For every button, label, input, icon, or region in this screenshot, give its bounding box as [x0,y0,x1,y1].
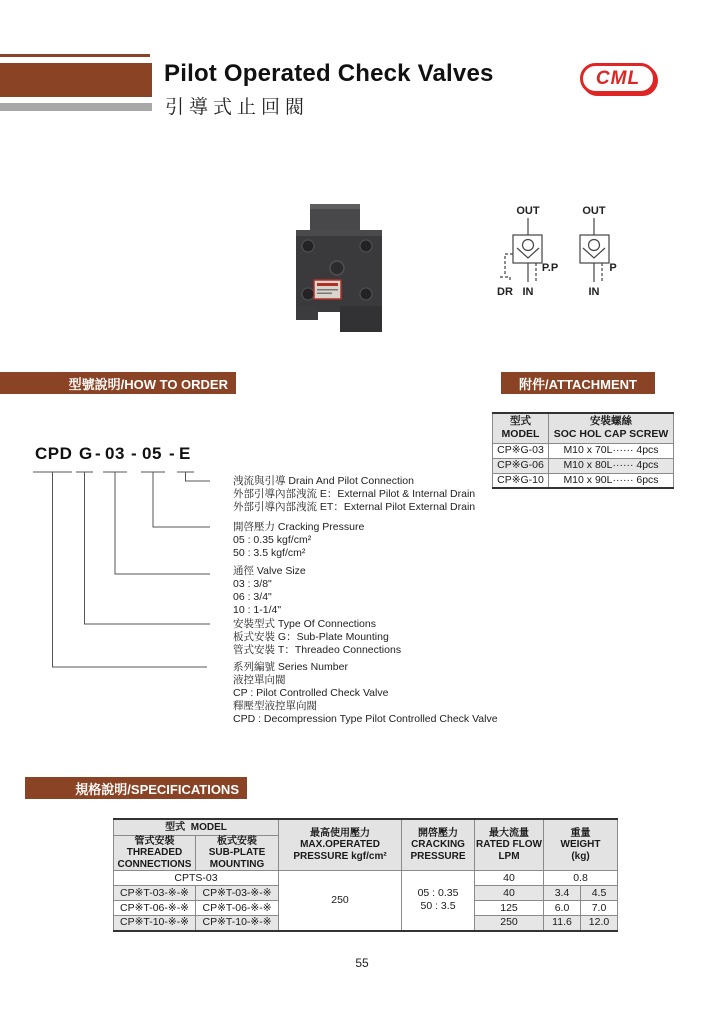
page-number: 55 [355,956,369,970]
schematic-left-out-label: OUT [516,205,540,217]
attachment-model-cell: CP※G-03 [493,443,549,458]
spec-col-line: LPM [498,850,520,862]
spec-col-line: PRESSURE [410,850,466,862]
order-code-part: 05 [142,444,162,463]
spec-model-cell: CPTS-03 [114,871,279,886]
order-block-line: 釋壓型液控單向閥 [233,700,317,712]
order-code-separator: - [95,444,102,463]
order-block-line: 液控單向閥 [233,674,286,686]
order-block-valve-size [233,565,306,617]
attachment-col-model-zh: 型式 [510,415,531,428]
spec-col-line: PRESSURE kgf/cm² [293,850,387,862]
spec-col-line: 最高使用壓力 [310,827,371,839]
cml-logo [580,63,656,94]
spec-col-model-group [114,819,279,835]
section-header-specifications: 規格說明/SPECIFICATIONS [25,777,247,799]
spec-col-threaded [114,835,196,871]
spec-header-row-model-group [114,819,618,835]
spec-cracking-line: 50 : 3.5 [420,900,456,913]
spec-weight-cell: 3.4 [544,886,581,901]
spec-col-line: 開啓壓力 [418,827,459,839]
spec-cracking-line: 05 : 0.35 [417,887,459,900]
spec-weight-cell: 7.0 [581,901,618,916]
order-code-part: CPD [35,444,73,463]
order-code-part: E [179,444,191,463]
spec-flow-cell: 40 [475,886,544,901]
spec-col-line: MOUNTING [209,858,265,870]
spec-col-line: SUB-PLATE [208,847,266,858]
spec-flow-cell: 125 [475,901,544,916]
section-header-how-to-order: 型號說明/HOW TO ORDER [0,372,236,394]
spec-col-line: WEIGHT [560,839,601,851]
spec-col-line: 最大流量 [489,827,530,839]
spec-col-line: (kg) [571,850,590,862]
spec-col-line: 管式安裝 [134,835,175,847]
attachment-row [493,458,674,473]
attachment-screw-cell: M10 x 80L······ 4pcs [549,458,674,473]
schematic-right-pilot-label: P [609,262,617,274]
attachment-header-row [493,413,674,443]
order-block-line: CP : Pilot Controlled Check Valve [233,687,389,699]
spec-model-group-en: MODEL [190,821,227,833]
spec-model-cell: CP※T-06-※-※ [196,901,279,916]
spec-col-line: CONNECTIONS [117,858,192,870]
header-brown-block [0,63,152,97]
section-header-attachment: 附件/ATTACHMENT [501,372,655,394]
attachment-model-cell: CP※G-10 [493,473,549,488]
order-block-line: 外部引導內部洩流 ET：External Pilot External Drain [233,501,476,513]
order-block-line: 管式安裝 T：Threadeo Connections [233,644,402,656]
order-code-part: 03 [105,444,125,463]
spec-col-weight [544,819,618,871]
spec-col-line: CRACKING [411,839,465,851]
attachment-col-screw [549,413,674,443]
order-block-line: 板式安裝 G：Sub-Plate Mounting [233,631,389,643]
spec-col-cracking [402,819,475,871]
spec-max-pressure-cell: 250 [279,871,402,931]
order-block-series-number [233,661,498,726]
spec-model-cell: CP※T-10-※-※ [196,916,279,931]
order-block-drain-pilot [233,475,475,514]
spec-col-line: RATED FLOW [476,839,542,851]
order-code-separator: - [131,444,138,463]
order-connector-lines [0,440,240,690]
order-block-line: 03 : 3/8" [233,578,272,590]
spec-weight-cell: 6.0 [544,901,581,916]
attachment-col-model-en: MODEL [501,428,540,441]
page-subtitle-zh: 引導式止回閥 [165,97,310,118]
order-block-line: 安裝型式 Type Of Connections [233,618,376,630]
attachment-table [492,412,674,489]
spec-model-cell: CP※T-06-※-※ [114,901,196,916]
order-code-part: G [79,444,93,463]
spec-col-line: 板式安裝 [217,835,257,847]
spec-col-max-pressure [279,819,402,871]
order-block-line: 通徑 Valve Size [233,565,306,577]
spec-weight-cell: 4.5 [581,886,618,901]
order-code-separator: - [169,444,176,463]
page-title: Pilot Operated Check Valves [164,60,494,87]
spec-weight-cell: 12.0 [581,916,618,931]
attachment-row [493,443,674,458]
spec-model-cell: CP※T-03-※-※ [114,886,196,901]
order-block-line: CPD : Decompression Type Pilot Controlled Check Valve [233,713,498,725]
spec-model-cell: CP※T-03-※-※ [196,886,279,901]
spec-row [114,871,618,886]
order-block-line: 10 : 1-1/4" [233,604,282,616]
cml-logo-text: CML [595,67,641,89]
spec-col-subplate [196,835,279,871]
spec-col-line: MAX.OPERATED [300,839,380,851]
attachment-col-screw-en: SOC HOL CAP SCREW [553,428,669,441]
spec-col-line: 重量 [570,827,591,839]
spec-weight-cell: 0.8 [544,871,618,886]
attachment-screw-cell: M10 x 70L······ 4pcs [549,443,674,458]
schematic-left-drain-label: DR [497,286,513,298]
order-block-line: 系列編號 Series Number [233,661,348,673]
order-block-line: 開啓壓力 Cracking Pressure [233,521,365,533]
order-block-line: 外部引導內部洩流 E：External Pilot & Internal Drain [233,488,476,500]
spec-model-cell: CP※T-10-※-※ [114,916,196,931]
spec-cracking-cell [402,871,475,931]
spec-table [113,818,618,932]
schematic-diagram [488,198,668,306]
order-block-cracking-pressure [233,521,364,560]
spec-col-line: THREADED [126,847,183,858]
order-block-line: 05 : 0.35 kgf/cm² [233,534,312,546]
header-gray-bar [0,103,152,111]
valve-photo [288,198,398,338]
attachment-col-screw-zh: 安裝螺絲 [590,415,632,428]
spec-weight-cell: 11.6 [544,916,581,931]
order-block-line: 50 : 3.5 kgf/cm² [233,547,306,559]
header-top-rule [0,54,150,57]
attachment-row [493,473,674,488]
attachment-screw-cell: M10 x 90L······ 6pcs [549,473,674,488]
spec-flow-cell: 40 [475,871,544,886]
schematic-left-pilot-label: P.P [541,262,559,274]
order-block-line: 洩流與引導 Drain And Pilot Connection [233,475,414,487]
order-block-line: 06 : 3/4" [233,591,272,603]
schematic-right-out-label: OUT [582,205,606,217]
spec-model-group-zh: 型式 [165,821,186,833]
schematic-left-in-label: IN [522,286,534,298]
attachment-model-cell: CP※G-06 [493,458,549,473]
spec-flow-cell: 250 [475,916,544,931]
spec-col-flow [475,819,544,871]
order-block-connection-type [233,618,401,657]
schematic-right-in-label: IN [588,286,600,298]
attachment-col-model [493,413,549,443]
